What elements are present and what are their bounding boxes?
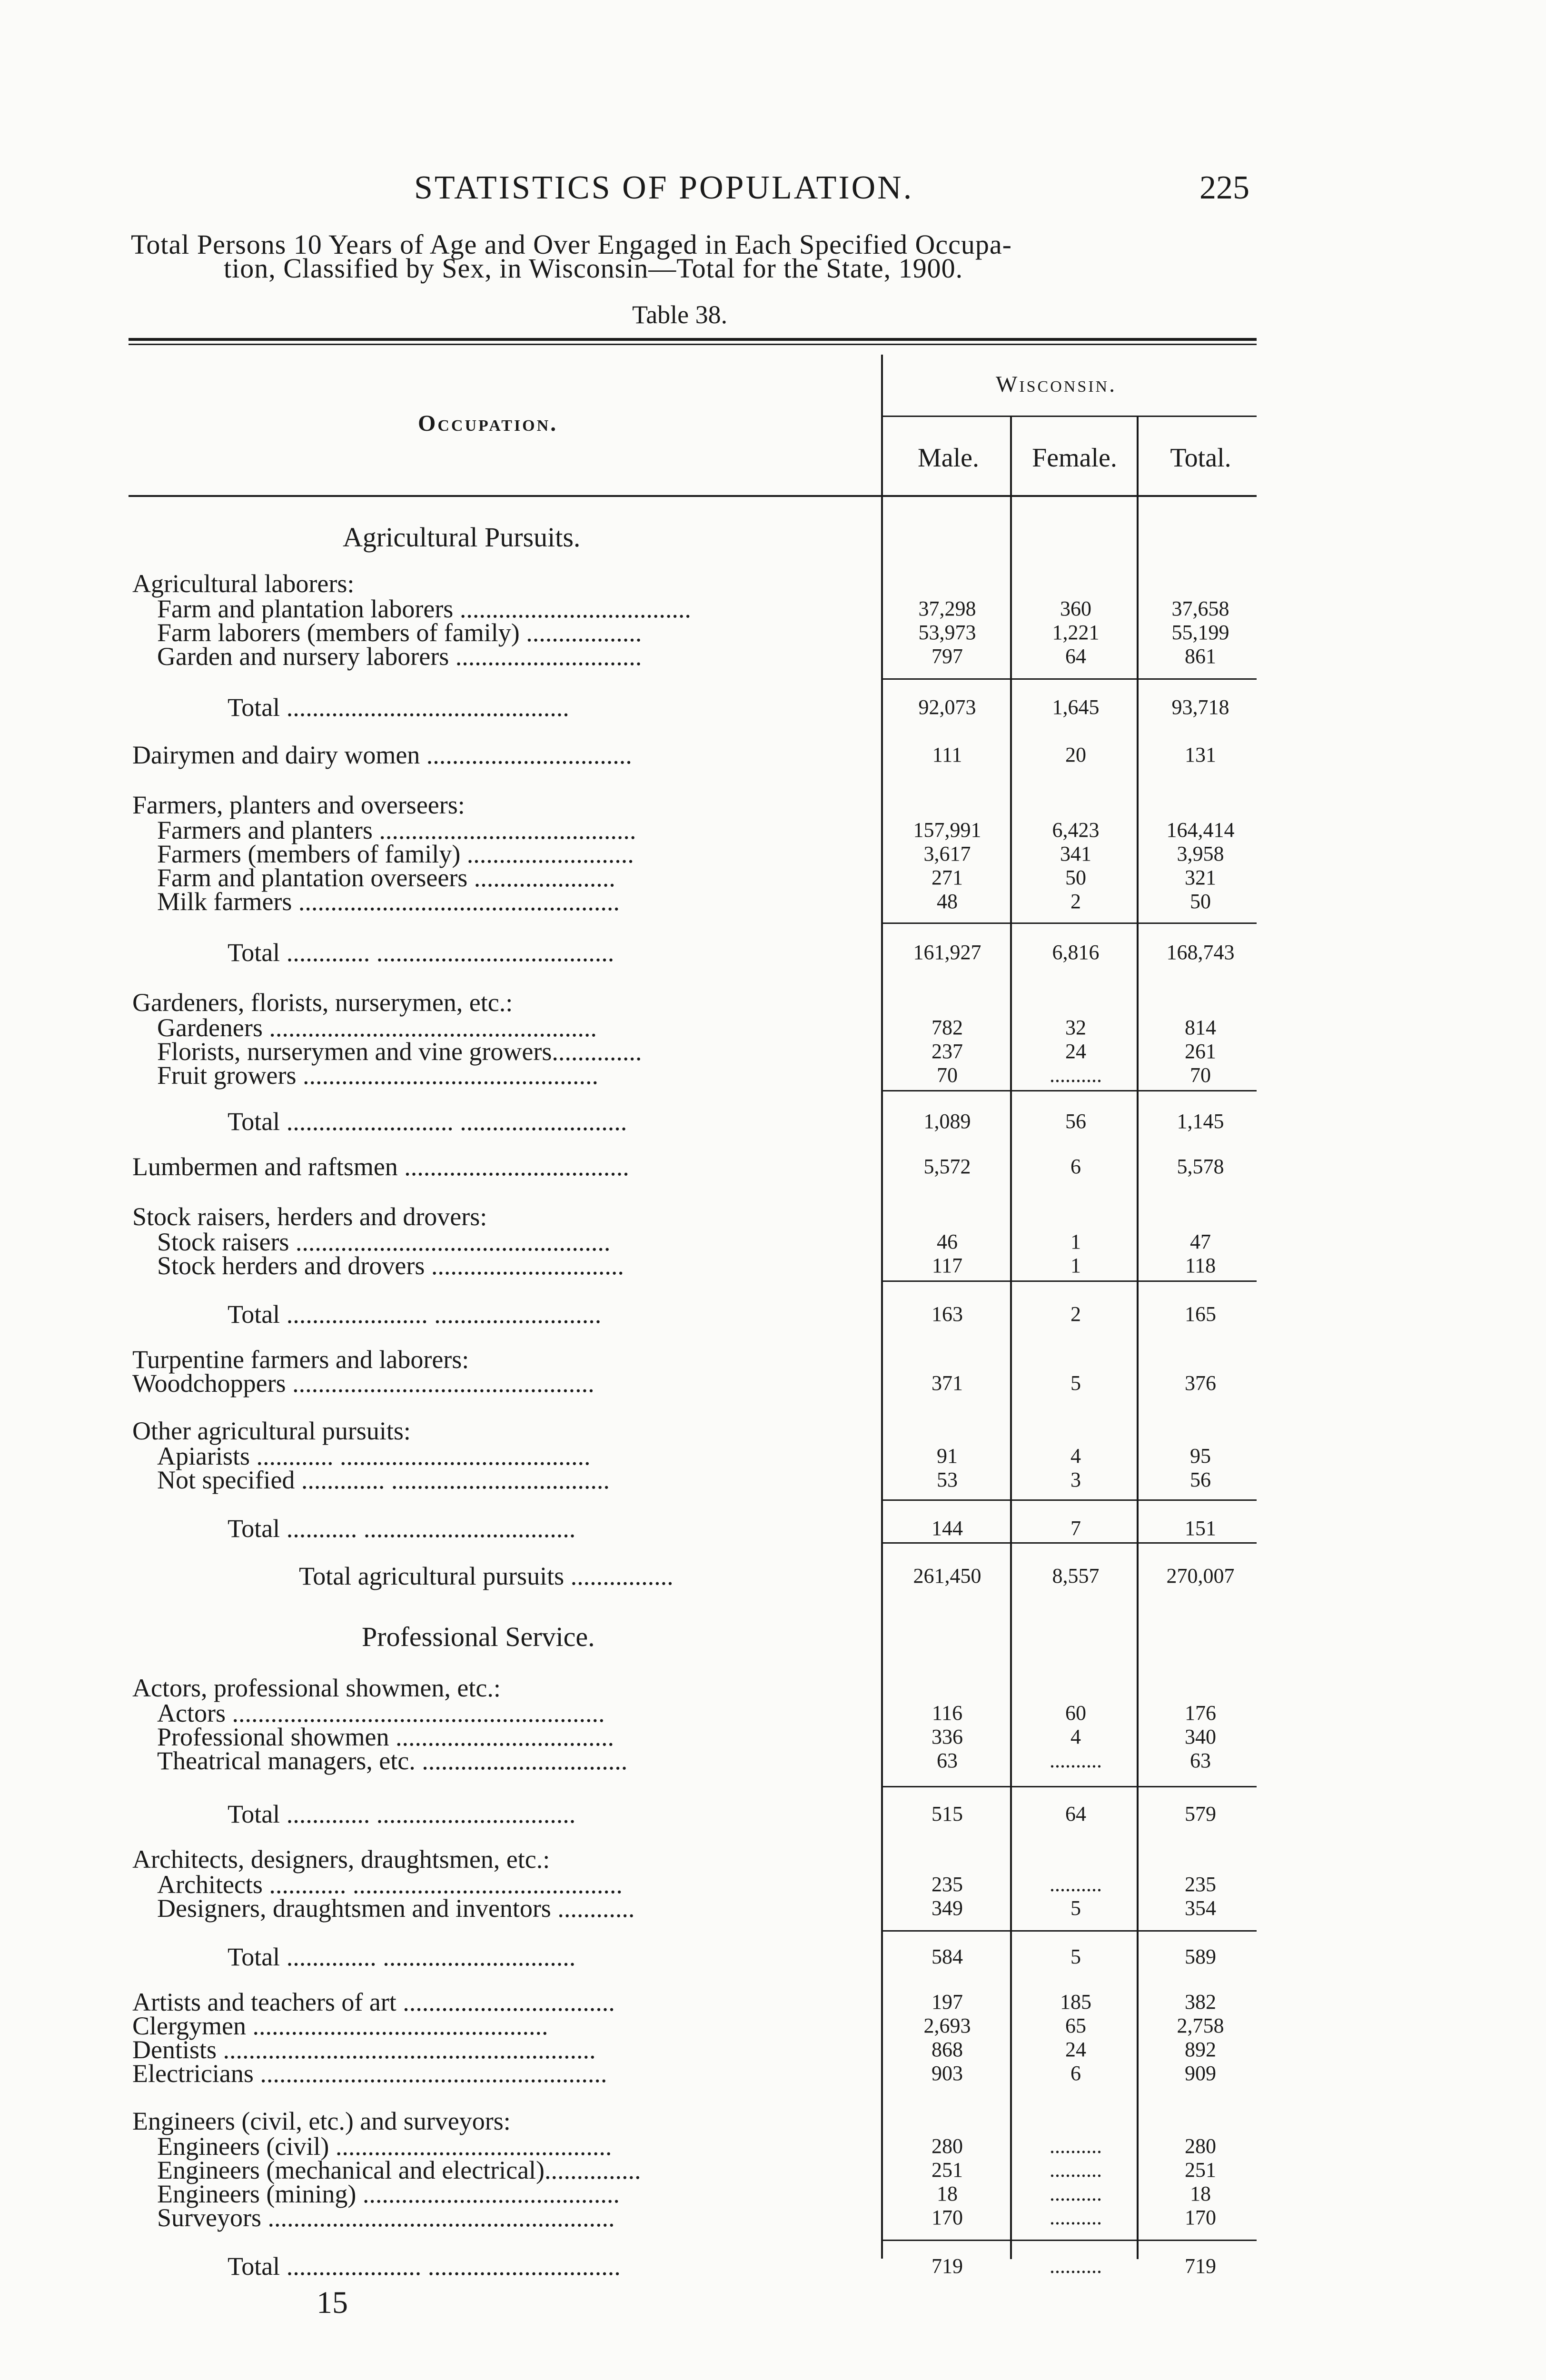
table-row xyxy=(0,1347,1546,1372)
female-value: 341 xyxy=(1060,842,1091,865)
male-value: 584 xyxy=(932,1945,963,1968)
total-value: 47 xyxy=(1190,1230,1211,1253)
row-label: Total ............................................ xyxy=(228,693,569,722)
row-label: Architects, designers, draughtsmen, etc.: xyxy=(132,1845,550,1874)
male-value: 116 xyxy=(932,1701,963,1725)
row-label: Stock herders and drovers .............................. xyxy=(157,1251,624,1280)
total-value: 270,007 xyxy=(1166,1564,1235,1587)
total-rule xyxy=(883,1090,1257,1091)
table-row xyxy=(0,1896,1546,1921)
row-label: Farmers and planters ........................................ xyxy=(157,816,636,844)
table-row xyxy=(0,1444,1546,1468)
male-value: 157,991 xyxy=(913,818,981,842)
table-row xyxy=(0,865,1546,890)
total-value: 321 xyxy=(1185,866,1216,889)
caption-line-2: tion, Classified by Sex, in Wisconsin—Total for the State, 1900. xyxy=(224,253,963,284)
row-label: Total agricultural pursuits ................ xyxy=(299,1562,674,1590)
row-label: Artists and teachers of art ................................. xyxy=(132,1988,615,2016)
row-label: Lumbermen and raftsmen ................................... xyxy=(132,1152,629,1181)
total-value: 165 xyxy=(1185,1302,1216,1326)
male-value: 868 xyxy=(932,2038,963,2061)
female-value: .......... xyxy=(1050,2182,1102,2205)
female-value: 24 xyxy=(1065,1040,1086,1063)
female-value: 3 xyxy=(1070,1468,1081,1491)
state-column-header: Wisconsin. xyxy=(996,372,1117,397)
male-value: 70 xyxy=(937,1063,958,1087)
total-rule xyxy=(883,678,1257,680)
female-value: 5 xyxy=(1070,1945,1081,1968)
female-value: 1,221 xyxy=(1052,621,1100,644)
total-value: 2,758 xyxy=(1177,2014,1224,2037)
female-value: 60 xyxy=(1065,1701,1086,1725)
table-row xyxy=(0,818,1546,843)
table-row xyxy=(0,2182,1546,2206)
row-label: Not specified ............. .................................. xyxy=(157,1466,610,1494)
total-value: 589 xyxy=(1185,1945,1216,1968)
male-value: 251 xyxy=(932,2158,963,2182)
section-heading-agricultural: Agricultural Pursuits. xyxy=(343,522,581,553)
female-value: 5 xyxy=(1070,1896,1081,1920)
male-value: 371 xyxy=(932,1371,963,1395)
row-label: Farm and plantation overseers ...................... xyxy=(157,863,615,892)
female-total-divider xyxy=(1137,417,1139,2259)
table-row xyxy=(0,889,1546,914)
table-row xyxy=(0,1154,1546,1179)
table-row xyxy=(0,1872,1546,1897)
female-value: 5 xyxy=(1070,1371,1081,1395)
table-row xyxy=(0,1676,1546,1700)
row-label: Florists, nurserymen and vine growers.............. xyxy=(157,1037,642,1066)
male-value: 903 xyxy=(932,2062,963,2085)
table-row xyxy=(0,2013,1546,2038)
male-value: 515 xyxy=(932,1802,963,1825)
row-label: Total ............. ............................... xyxy=(228,1800,576,1828)
total-value: 168,743 xyxy=(1166,941,1235,964)
table-row xyxy=(0,1468,1546,1492)
male-female-divider xyxy=(1010,417,1012,2259)
table-row xyxy=(0,842,1546,866)
total-row xyxy=(0,1302,1546,1327)
row-label: Total ..................... .............................. xyxy=(228,2252,621,2281)
male-column-header: Male. xyxy=(917,443,980,473)
row-label: Actors .......................................................... xyxy=(157,1699,605,1727)
male-value: 719 xyxy=(932,2254,963,2278)
table-row xyxy=(0,1063,1546,1088)
total-value: 131 xyxy=(1185,743,1216,766)
total-value: 95 xyxy=(1190,1444,1211,1468)
table-row xyxy=(0,1015,1546,1040)
row-label: Agricultural laborers: xyxy=(132,569,355,598)
female-value: 1,645 xyxy=(1052,695,1100,719)
total-value: 170 xyxy=(1185,2206,1216,2229)
male-value: 2,693 xyxy=(923,2014,971,2037)
female-value: 1 xyxy=(1070,1254,1081,1277)
table-row xyxy=(0,2037,1546,2062)
total-value: 70 xyxy=(1190,1063,1211,1087)
female-value: .......... xyxy=(1050,2206,1102,2229)
male-value: 336 xyxy=(932,1725,963,1748)
female-value: 56 xyxy=(1065,1110,1086,1133)
section-heading-professional: Professional Service. xyxy=(362,1621,595,1652)
row-label: Stock raisers ................................................. xyxy=(157,1228,611,1256)
total-value: 719 xyxy=(1185,2254,1216,2278)
total-value: 18 xyxy=(1190,2182,1211,2205)
total-value: 861 xyxy=(1185,645,1216,668)
table-row xyxy=(0,596,1546,621)
table-row xyxy=(0,1725,1546,1749)
row-label: Engineers (civil) ........................................... xyxy=(157,2132,612,2161)
total-row xyxy=(0,1944,1546,1969)
table-row xyxy=(0,1371,1546,1396)
row-label: Engineers (civil, etc.) and surveyors: xyxy=(132,2107,511,2135)
row-label: Theatrical managers, etc. ................................ xyxy=(157,1746,628,1775)
row-label: Dentists .......................................................... xyxy=(132,2035,596,2064)
male-value: 48 xyxy=(937,890,958,913)
table-label: Table 38. xyxy=(632,300,728,329)
male-value: 163 xyxy=(932,1302,963,1326)
male-value: 91 xyxy=(937,1444,958,1468)
female-value: .......... xyxy=(1050,2158,1102,2182)
total-value: 340 xyxy=(1185,1725,1216,1748)
female-value: 8,557 xyxy=(1052,1564,1100,1587)
total-value: 579 xyxy=(1185,1802,1216,1825)
female-value: 50 xyxy=(1065,866,1086,889)
row-label: Farm laborers (members of family) .................. xyxy=(157,618,642,647)
row-label: Total .............. .............................. xyxy=(228,1943,576,1971)
row-label: Engineers (mechanical and electrical)............... xyxy=(157,2156,641,2184)
total-value: 235 xyxy=(1185,1873,1216,1896)
row-label: Total .......................... .......................... xyxy=(228,1107,627,1136)
table-row xyxy=(0,1847,1546,1872)
total-value: 354 xyxy=(1185,1896,1216,1920)
row-label: Farmers (members of family) .......................... xyxy=(157,840,634,868)
running-head: STATISTICS OF POPULATION. xyxy=(414,169,914,206)
female-value: .......... xyxy=(1050,2254,1102,2278)
female-value: 6,423 xyxy=(1052,818,1100,842)
total-value: 892 xyxy=(1185,2038,1216,2061)
row-label: Clergymen .............................................. xyxy=(132,2012,548,2040)
row-label: Dairymen and dairy women ................................ xyxy=(132,741,632,769)
female-value: .......... xyxy=(1050,1063,1102,1087)
row-label: Architects ............ .......................................... xyxy=(157,1870,623,1899)
table-top-rule xyxy=(129,338,1257,341)
table-row xyxy=(0,793,1546,817)
total-row xyxy=(0,1516,1546,1541)
table-row xyxy=(0,2109,1546,2133)
total-rule xyxy=(883,1786,1257,1787)
row-label: Garden and nursery laborers ............................. xyxy=(157,642,642,671)
male-value: 18 xyxy=(937,2182,958,2205)
male-value: 235 xyxy=(932,1873,963,1896)
row-label: Fruit growers .............................................. xyxy=(157,1061,598,1090)
total-value: 176 xyxy=(1185,1701,1216,1725)
table-row xyxy=(0,644,1546,669)
total-value: 56 xyxy=(1190,1468,1211,1491)
total-value: 3,958 xyxy=(1177,842,1224,865)
table-row xyxy=(0,1748,1546,1773)
total-rule xyxy=(883,1542,1257,1544)
row-label: Other agricultural pursuits: xyxy=(132,1417,411,1445)
table-row xyxy=(0,571,1546,596)
female-value: 64 xyxy=(1065,1802,1086,1825)
female-value: .......... xyxy=(1050,1749,1102,1772)
female-value: 20 xyxy=(1065,743,1086,766)
row-label: Gardeners, florists, nurserymen, etc.: xyxy=(132,988,513,1017)
male-value: 797 xyxy=(932,645,963,668)
male-value: 280 xyxy=(932,2134,963,2158)
total-row xyxy=(0,940,1546,965)
male-value: 161,927 xyxy=(913,941,981,964)
male-value: 92,073 xyxy=(918,695,976,719)
male-value: 3,617 xyxy=(923,842,971,865)
total-value: 814 xyxy=(1185,1016,1216,1039)
caption-line-1: Total Persons 10 Years of Age and Over Engaged in Each Specified Occupa- xyxy=(131,229,1012,260)
header-sub-rule xyxy=(883,416,1257,417)
row-label: Farm and plantation laborers .................................... xyxy=(157,595,691,623)
table-row xyxy=(0,1253,1546,1278)
row-label: Professional showmen .................................. xyxy=(157,1723,614,1751)
total-value: 37,658 xyxy=(1171,597,1229,620)
female-value: 2 xyxy=(1070,890,1081,913)
female-value: 7 xyxy=(1070,1517,1081,1540)
row-label: Engineers (mining) ........................................ xyxy=(157,2180,620,2208)
row-label: Stock raisers, herders and drovers: xyxy=(132,1202,487,1231)
row-label: Turpentine farmers and laborers: xyxy=(132,1345,469,1374)
page-number: 225 xyxy=(1199,169,1249,206)
male-value: 37,298 xyxy=(918,597,976,620)
total-value: 55,199 xyxy=(1171,621,1229,644)
table-row xyxy=(0,1701,1546,1726)
male-value: 197 xyxy=(932,1990,963,2013)
total-rule xyxy=(883,2240,1257,2241)
total-value: 1,145 xyxy=(1177,1110,1224,1133)
footer-page-number: 15 xyxy=(317,2285,348,2320)
male-value: 5,572 xyxy=(923,1155,971,1178)
total-value: 5,578 xyxy=(1177,1155,1224,1178)
table-row xyxy=(0,1204,1546,1229)
row-label: Electricians ...................................................... xyxy=(132,2059,607,2088)
table-row xyxy=(0,1990,1546,2014)
female-value: 4 xyxy=(1070,1725,1081,1748)
female-value: 64 xyxy=(1065,645,1086,668)
male-value: 1,089 xyxy=(923,1110,971,1133)
table-top-rule-thin xyxy=(129,344,1257,345)
total-rule xyxy=(883,1280,1257,1282)
female-value: .......... xyxy=(1050,2134,1102,2158)
female-value: 6 xyxy=(1070,1155,1081,1178)
female-value: 1 xyxy=(1070,1230,1081,1253)
male-value: 53,973 xyxy=(918,621,976,644)
female-value: 360 xyxy=(1060,597,1091,620)
total-value: 251 xyxy=(1185,2158,1216,2182)
total-value: 376 xyxy=(1185,1371,1216,1395)
table-row xyxy=(0,743,1546,767)
total-rule xyxy=(883,1499,1257,1501)
male-value: 782 xyxy=(932,1016,963,1039)
total-value: 280 xyxy=(1185,2134,1216,2158)
header-bottom-rule xyxy=(129,495,1257,497)
row-label: Surveyors ...................................................... xyxy=(157,2203,615,2232)
male-value: 271 xyxy=(932,866,963,889)
total-value: 261 xyxy=(1185,1040,1216,1063)
table-row xyxy=(0,2061,1546,2086)
female-value: 6 xyxy=(1070,2062,1081,2085)
total-row xyxy=(0,1802,1546,1826)
total-value: 50 xyxy=(1190,890,1211,913)
male-value: 46 xyxy=(937,1230,958,1253)
row-label: Total ............. ..................................... xyxy=(228,938,614,967)
total-rule xyxy=(883,1930,1257,1932)
occupation-column-header: Occupation. xyxy=(418,411,558,436)
table-row xyxy=(0,2158,1546,2182)
total-value: 118 xyxy=(1185,1254,1216,1277)
female-value: .......... xyxy=(1050,1873,1102,1896)
table-row xyxy=(0,1039,1546,1064)
female-value: 24 xyxy=(1065,2038,1086,2061)
male-value: 170 xyxy=(932,2206,963,2229)
male-value: 111 xyxy=(932,743,962,766)
total-row xyxy=(0,1564,1546,1588)
table-row xyxy=(0,2134,1546,2159)
table-row xyxy=(0,990,1546,1015)
total-row xyxy=(0,695,1546,720)
row-label: Apiarists ............ ....................................... xyxy=(157,1442,591,1470)
female-value: 4 xyxy=(1070,1444,1081,1468)
female-value: 6,816 xyxy=(1052,941,1100,964)
row-label: Total ...................... .......................... xyxy=(228,1300,602,1329)
female-value: 2 xyxy=(1070,1302,1081,1326)
male-value: 63 xyxy=(937,1749,958,1772)
female-column-header: Female. xyxy=(1032,443,1117,473)
male-value: 144 xyxy=(932,1517,963,1540)
row-label: Woodchoppers ............................................... xyxy=(132,1369,595,1398)
row-label: Milk farmers .................................................. xyxy=(157,887,620,916)
female-value: 185 xyxy=(1060,1990,1091,2013)
row-label: Gardeners ................................................... xyxy=(157,1013,597,1042)
table-row xyxy=(0,2205,1546,2230)
table-row xyxy=(0,620,1546,645)
total-rule xyxy=(883,922,1257,924)
total-value: 93,718 xyxy=(1171,695,1229,719)
male-value: 261,450 xyxy=(913,1564,981,1587)
row-label: Farmers, planters and overseers: xyxy=(132,791,465,819)
total-row xyxy=(0,1109,1546,1134)
row-label: Actors, professional showmen, etc.: xyxy=(132,1674,501,1702)
total-value: 151 xyxy=(1185,1517,1216,1540)
table-row xyxy=(0,1418,1546,1443)
male-value: 117 xyxy=(932,1254,963,1277)
male-value: 349 xyxy=(932,1896,963,1920)
male-value: 53 xyxy=(937,1468,958,1491)
row-label: Designers, draughtsmen and inventors ............ xyxy=(157,1894,635,1923)
female-value: 32 xyxy=(1065,1016,1086,1039)
row-label: Total ........... ................................. xyxy=(228,1514,576,1543)
total-value: 164,414 xyxy=(1166,818,1235,842)
total-column-header: Total. xyxy=(1170,443,1231,473)
female-value: 65 xyxy=(1065,2014,1086,2037)
total-value: 909 xyxy=(1185,2062,1216,2085)
total-value: 382 xyxy=(1185,1990,1216,2013)
table-row xyxy=(0,1230,1546,1254)
total-row xyxy=(0,2254,1546,2279)
male-value: 237 xyxy=(932,1040,963,1063)
total-value: 63 xyxy=(1190,1749,1211,1772)
